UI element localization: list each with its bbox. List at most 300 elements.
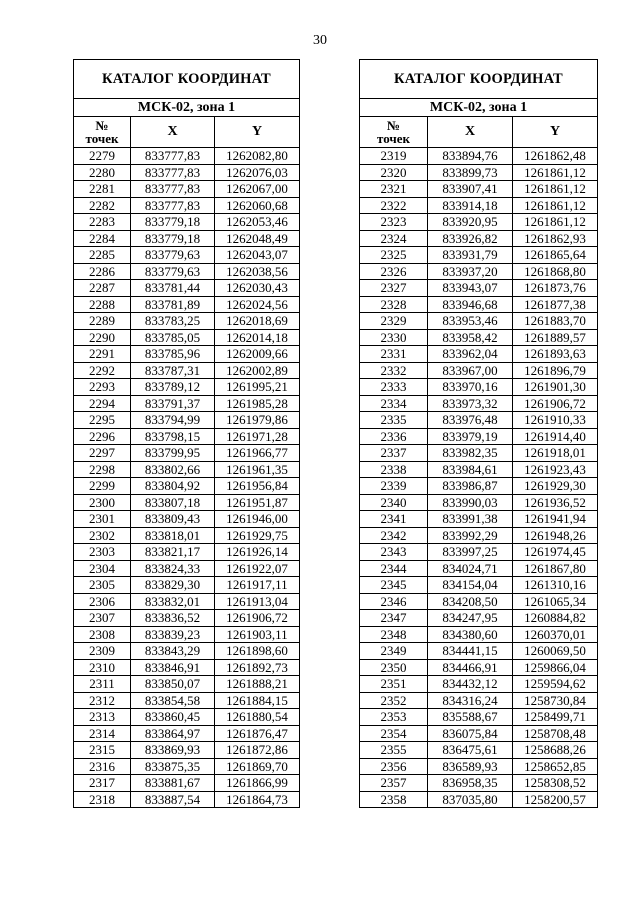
point-number-cell: 2338 (360, 461, 428, 478)
x-coordinate-cell: 833836,52 (131, 610, 215, 627)
y-coordinate-cell: 1262060,68 (215, 197, 300, 214)
x-coordinate-cell: 833794,99 (131, 412, 215, 429)
point-number-cell: 2326 (360, 263, 428, 280)
table-row (360, 494, 598, 511)
point-number-cell: 2341 (360, 511, 428, 528)
x-coordinate-cell: 833943,07 (428, 280, 513, 297)
x-coordinate-cell: 833777,83 (131, 148, 215, 165)
x-coordinate-cell: 833953,46 (428, 313, 513, 330)
y-coordinate-cell: 1258499,71 (513, 709, 598, 726)
x-coordinate-cell: 833779,18 (131, 230, 215, 247)
table-row (74, 445, 300, 462)
x-coordinate-cell: 833789,12 (131, 379, 215, 396)
x-coordinate-cell: 833992,29 (428, 527, 513, 544)
table-row (360, 362, 598, 379)
catalog-subtitle: МСК-02, зона 1 (74, 99, 300, 117)
table-row (74, 395, 300, 412)
table-row (360, 428, 598, 445)
point-number-cell: 2325 (360, 247, 428, 264)
y-coordinate-cell: 1261929,30 (513, 478, 598, 495)
x-coordinate-cell: 833997,25 (428, 544, 513, 561)
table-row (74, 197, 300, 214)
x-coordinate-cell: 833777,83 (131, 181, 215, 198)
y-coordinate-cell: 1261966,77 (215, 445, 300, 462)
y-coordinate-cell: 1261872,86 (215, 742, 300, 759)
point-number-cell: 2348 (360, 626, 428, 643)
y-coordinate-cell: 1261892,73 (215, 659, 300, 676)
table-row (360, 379, 598, 396)
point-number-cell: 2339 (360, 478, 428, 495)
y-coordinate-cell: 1262076,03 (215, 164, 300, 181)
table-row (360, 263, 598, 280)
y-coordinate-cell: 1261922,07 (215, 560, 300, 577)
table-row (360, 461, 598, 478)
point-number-cell: 2355 (360, 742, 428, 759)
y-coordinate-cell: 1261941,94 (513, 511, 598, 528)
x-coordinate-cell: 833887,54 (131, 791, 215, 808)
y-coordinate-cell: 1261862,48 (513, 148, 598, 165)
y-coordinate-cell: 1261946,00 (215, 511, 300, 528)
point-number-cell: 2294 (74, 395, 131, 412)
catalog-title: КАТАЛОГ КООРДИНАТ (360, 60, 598, 99)
table-row (360, 230, 598, 247)
y-coordinate-cell: 1262067,00 (215, 181, 300, 198)
y-coordinate-cell: 1261961,35 (215, 461, 300, 478)
y-coordinate-cell: 1261914,40 (513, 428, 598, 445)
y-coordinate-cell: 1262048,49 (215, 230, 300, 247)
point-number-cell: 2282 (74, 197, 131, 214)
point-number-cell: 2315 (74, 742, 131, 759)
y-coordinate-cell: 1261910,33 (513, 412, 598, 429)
x-coordinate-cell: 834441,15 (428, 643, 513, 660)
catalog-title: КАТАЛОГ КООРДИНАТ (74, 60, 300, 99)
point-number-cell: 2293 (74, 379, 131, 396)
y-coordinate-cell: 1259594,62 (513, 676, 598, 693)
table-row (360, 610, 598, 627)
y-coordinate-cell: 1262038,56 (215, 263, 300, 280)
x-coordinate-cell: 836075,84 (428, 725, 513, 742)
point-number-cell: 2318 (74, 791, 131, 808)
point-number-cell: 2330 (360, 329, 428, 346)
point-number-cell: 2335 (360, 412, 428, 429)
table-row (74, 494, 300, 511)
table-row (360, 445, 598, 462)
y-coordinate-cell: 1260370,01 (513, 626, 598, 643)
y-coordinate-cell: 1261865,64 (513, 247, 598, 264)
y-coordinate-cell: 1261901,30 (513, 379, 598, 396)
point-number-cell: 2354 (360, 725, 428, 742)
y-coordinate-cell: 1258652,85 (513, 758, 598, 775)
point-number-cell: 2281 (74, 181, 131, 198)
x-coordinate-cell: 833967,00 (428, 362, 513, 379)
x-coordinate-cell: 833881,67 (131, 775, 215, 792)
x-coordinate-cell: 833779,18 (131, 214, 215, 231)
point-number-cell: 2337 (360, 445, 428, 462)
x-coordinate-cell: 833798,15 (131, 428, 215, 445)
table-row (360, 709, 598, 726)
x-coordinate-cell: 834247,95 (428, 610, 513, 627)
y-coordinate-cell: 1261877,38 (513, 296, 598, 313)
y-coordinate-cell: 1261929,75 (215, 527, 300, 544)
x-coordinate-cell: 833973,32 (428, 395, 513, 412)
column-header-y: Y (215, 117, 300, 148)
x-coordinate-cell: 833860,45 (131, 709, 215, 726)
table-row (360, 197, 598, 214)
x-coordinate-cell: 833984,61 (428, 461, 513, 478)
column-header-x: X (428, 117, 513, 148)
column-header-point-number: № точек (360, 117, 428, 148)
table-row (360, 544, 598, 561)
point-number-cell: 2327 (360, 280, 428, 297)
x-coordinate-cell: 833802,66 (131, 461, 215, 478)
y-coordinate-cell: 1258688,26 (513, 742, 598, 759)
point-number-cell: 2336 (360, 428, 428, 445)
point-number-cell: 2306 (74, 593, 131, 610)
table-row (74, 247, 300, 264)
table-row (360, 676, 598, 693)
y-coordinate-cell: 1261065,34 (513, 593, 598, 610)
y-coordinate-cell: 1261310,16 (513, 577, 598, 594)
x-coordinate-cell: 833779,63 (131, 263, 215, 280)
y-coordinate-cell: 1261873,76 (513, 280, 598, 297)
point-number-cell: 2304 (74, 560, 131, 577)
column-header-x: X (131, 117, 215, 148)
x-coordinate-cell: 833829,30 (131, 577, 215, 594)
point-number-cell: 2322 (360, 197, 428, 214)
y-coordinate-cell: 1262030,43 (215, 280, 300, 297)
x-coordinate-cell: 833785,05 (131, 329, 215, 346)
point-number-cell: 2331 (360, 346, 428, 363)
x-coordinate-cell: 833937,20 (428, 263, 513, 280)
x-coordinate-cell: 833982,35 (428, 445, 513, 462)
table-row (360, 478, 598, 495)
x-coordinate-cell: 833958,42 (428, 329, 513, 346)
y-coordinate-cell: 1261869,70 (215, 758, 300, 775)
x-coordinate-cell: 833781,89 (131, 296, 215, 313)
y-coordinate-cell: 1261861,12 (513, 197, 598, 214)
point-number-cell: 2301 (74, 511, 131, 528)
y-coordinate-cell: 1262043,07 (215, 247, 300, 264)
y-coordinate-cell: 1261948,26 (513, 527, 598, 544)
x-coordinate-cell: 833783,25 (131, 313, 215, 330)
x-coordinate-cell: 833843,29 (131, 643, 215, 660)
y-coordinate-cell: 1258730,84 (513, 692, 598, 709)
point-number-cell: 2317 (74, 775, 131, 792)
catalog-subtitle: МСК-02, зона 1 (360, 99, 598, 117)
point-number-cell: 2300 (74, 494, 131, 511)
table-row (360, 742, 598, 759)
point-number-cell: 2358 (360, 791, 428, 808)
point-number-cell: 2332 (360, 362, 428, 379)
y-coordinate-cell: 1261956,84 (215, 478, 300, 495)
x-coordinate-cell: 833894,76 (428, 148, 513, 165)
y-coordinate-cell: 1261867,80 (513, 560, 598, 577)
y-coordinate-cell: 1261923,43 (513, 461, 598, 478)
x-coordinate-cell: 833990,03 (428, 494, 513, 511)
point-number-cell: 2323 (360, 214, 428, 231)
y-coordinate-cell: 1261876,47 (215, 725, 300, 742)
y-coordinate-cell: 1261951,87 (215, 494, 300, 511)
point-number-cell: 2307 (74, 610, 131, 627)
x-coordinate-cell: 833926,82 (428, 230, 513, 247)
table-row (360, 577, 598, 594)
y-coordinate-cell: 1261985,28 (215, 395, 300, 412)
table-row (360, 643, 598, 660)
table-row (360, 280, 598, 297)
table-row (360, 758, 598, 775)
point-number-cell: 2292 (74, 362, 131, 379)
coordinate-catalog-left (73, 59, 300, 808)
table-row (360, 692, 598, 709)
table-row (74, 164, 300, 181)
table-row (360, 527, 598, 544)
point-number-cell: 2280 (74, 164, 131, 181)
point-number-cell: 2299 (74, 478, 131, 495)
x-coordinate-cell: 833846,91 (131, 659, 215, 676)
point-number-cell: 2283 (74, 214, 131, 231)
table-row (360, 412, 598, 429)
point-number-cell: 2279 (74, 148, 131, 165)
x-coordinate-cell: 833781,44 (131, 280, 215, 297)
table-row (74, 791, 300, 808)
point-number-cell: 2351 (360, 676, 428, 693)
table-row (74, 626, 300, 643)
table-row (360, 560, 598, 577)
point-number-cell: 2334 (360, 395, 428, 412)
y-coordinate-cell: 1262024,56 (215, 296, 300, 313)
x-coordinate-cell: 834466,91 (428, 659, 513, 676)
point-number-cell: 2333 (360, 379, 428, 396)
x-coordinate-cell: 833787,31 (131, 362, 215, 379)
table-row (74, 148, 300, 165)
x-coordinate-cell: 836958,35 (428, 775, 513, 792)
y-coordinate-cell: 1261884,15 (215, 692, 300, 709)
y-coordinate-cell: 1258200,57 (513, 791, 598, 808)
x-coordinate-cell: 833779,63 (131, 247, 215, 264)
y-coordinate-cell: 1261864,73 (215, 791, 300, 808)
point-number-cell: 2314 (74, 725, 131, 742)
table-row (360, 725, 598, 742)
x-coordinate-cell: 833809,43 (131, 511, 215, 528)
point-number-cell: 2311 (74, 676, 131, 693)
table-row (74, 577, 300, 594)
x-coordinate-cell: 833979,19 (428, 428, 513, 445)
y-coordinate-cell: 1261995,21 (215, 379, 300, 396)
x-coordinate-cell: 836475,61 (428, 742, 513, 759)
x-coordinate-cell: 833962,04 (428, 346, 513, 363)
point-number-cell: 2298 (74, 461, 131, 478)
table-row (74, 214, 300, 231)
point-number-cell: 2312 (74, 692, 131, 709)
table-row (360, 395, 598, 412)
x-coordinate-cell: 834024,71 (428, 560, 513, 577)
point-number-cell: 2343 (360, 544, 428, 561)
y-coordinate-cell: 1261883,70 (513, 313, 598, 330)
y-coordinate-cell: 1261906,72 (513, 395, 598, 412)
x-coordinate-cell: 833818,01 (131, 527, 215, 544)
point-number-cell: 2321 (360, 181, 428, 198)
x-coordinate-cell: 833824,33 (131, 560, 215, 577)
y-coordinate-cell: 1261896,79 (513, 362, 598, 379)
point-number-cell: 2347 (360, 610, 428, 627)
point-number-cell: 2353 (360, 709, 428, 726)
y-coordinate-cell: 1261889,57 (513, 329, 598, 346)
x-coordinate-cell: 833920,95 (428, 214, 513, 231)
x-coordinate-cell: 833914,18 (428, 197, 513, 214)
table-row (360, 313, 598, 330)
table-row (74, 544, 300, 561)
table-row (74, 329, 300, 346)
table-row (360, 329, 598, 346)
table-row (74, 362, 300, 379)
y-coordinate-cell: 1260884,82 (513, 610, 598, 627)
table-row (74, 725, 300, 742)
point-number-cell: 2344 (360, 560, 428, 577)
table-row (74, 692, 300, 709)
point-number-cell: 2352 (360, 692, 428, 709)
table-row (74, 610, 300, 627)
point-number-cell: 2356 (360, 758, 428, 775)
coordinate-catalog-right (359, 59, 598, 808)
point-number-cell: 2328 (360, 296, 428, 313)
point-number-cell: 2349 (360, 643, 428, 660)
y-coordinate-cell: 1261918,01 (513, 445, 598, 462)
table-row (360, 659, 598, 676)
table-row (74, 313, 300, 330)
y-coordinate-cell: 1262018,69 (215, 313, 300, 330)
y-coordinate-cell: 1261926,14 (215, 544, 300, 561)
x-coordinate-cell: 833976,48 (428, 412, 513, 429)
point-number-cell: 2295 (74, 412, 131, 429)
table-row (74, 478, 300, 495)
table-row (360, 214, 598, 231)
y-coordinate-cell: 1262014,18 (215, 329, 300, 346)
y-coordinate-cell: 1258308,52 (513, 775, 598, 792)
x-coordinate-cell: 833832,01 (131, 593, 215, 610)
y-coordinate-cell: 1261936,52 (513, 494, 598, 511)
y-coordinate-cell: 1261974,45 (513, 544, 598, 561)
point-number-cell: 2357 (360, 775, 428, 792)
y-coordinate-cell: 1261888,21 (215, 676, 300, 693)
point-number-cell: 2284 (74, 230, 131, 247)
point-number-cell: 2350 (360, 659, 428, 676)
y-coordinate-cell: 1261917,11 (215, 577, 300, 594)
point-number-cell: 2310 (74, 659, 131, 676)
table-row (74, 643, 300, 660)
y-coordinate-cell: 1259866,04 (513, 659, 598, 676)
y-coordinate-cell: 1261861,12 (513, 164, 598, 181)
x-coordinate-cell: 834154,04 (428, 577, 513, 594)
point-number-cell: 2286 (74, 263, 131, 280)
table-row (360, 164, 598, 181)
y-coordinate-cell: 1261880,54 (215, 709, 300, 726)
point-number-cell: 2320 (360, 164, 428, 181)
x-coordinate-cell: 833991,38 (428, 511, 513, 528)
table-row (74, 527, 300, 544)
x-coordinate-cell: 834432,12 (428, 676, 513, 693)
x-coordinate-cell: 833946,68 (428, 296, 513, 313)
x-coordinate-cell: 833785,96 (131, 346, 215, 363)
x-coordinate-cell: 833777,83 (131, 197, 215, 214)
x-coordinate-cell: 833807,18 (131, 494, 215, 511)
point-number-cell: 2340 (360, 494, 428, 511)
point-number-cell: 2289 (74, 313, 131, 330)
point-number-cell: 2346 (360, 593, 428, 610)
table-row (74, 181, 300, 198)
y-coordinate-cell: 1261861,12 (513, 214, 598, 231)
table-row (360, 247, 598, 264)
x-coordinate-cell: 834380,60 (428, 626, 513, 643)
x-coordinate-cell: 833804,92 (131, 478, 215, 495)
table-row (360, 791, 598, 808)
y-coordinate-cell: 1262053,46 (215, 214, 300, 231)
point-number-cell: 2290 (74, 329, 131, 346)
table-row (360, 593, 598, 610)
table-row (74, 659, 300, 676)
x-coordinate-cell: 833821,17 (131, 544, 215, 561)
y-coordinate-cell: 1262009,66 (215, 346, 300, 363)
x-coordinate-cell: 833986,87 (428, 478, 513, 495)
table-row (74, 461, 300, 478)
table-row (74, 511, 300, 528)
y-coordinate-cell: 1261979,86 (215, 412, 300, 429)
point-number-cell: 2342 (360, 527, 428, 544)
point-number-cell: 2302 (74, 527, 131, 544)
point-number-cell: 2297 (74, 445, 131, 462)
x-coordinate-cell: 833777,83 (131, 164, 215, 181)
table-row (360, 775, 598, 792)
table-row (74, 230, 300, 247)
x-coordinate-cell: 833899,73 (428, 164, 513, 181)
y-coordinate-cell: 1261893,63 (513, 346, 598, 363)
table-row (360, 148, 598, 165)
table-row (74, 428, 300, 445)
x-coordinate-cell: 833931,79 (428, 247, 513, 264)
x-coordinate-cell: 833907,41 (428, 181, 513, 198)
point-number-cell: 2287 (74, 280, 131, 297)
point-number-cell: 2308 (74, 626, 131, 643)
x-coordinate-cell: 833854,58 (131, 692, 215, 709)
point-number-cell: 2296 (74, 428, 131, 445)
table-row (74, 560, 300, 577)
x-coordinate-cell: 833791,37 (131, 395, 215, 412)
point-number-cell: 2291 (74, 346, 131, 363)
point-number-cell: 2285 (74, 247, 131, 264)
x-coordinate-cell: 837035,80 (428, 791, 513, 808)
table-row (360, 296, 598, 313)
y-coordinate-cell: 1261862,93 (513, 230, 598, 247)
table-row (74, 742, 300, 759)
page-number: 30 (313, 33, 327, 48)
point-number-cell: 2316 (74, 758, 131, 775)
y-coordinate-cell: 1261868,80 (513, 263, 598, 280)
x-coordinate-cell: 833839,23 (131, 626, 215, 643)
table-row (360, 626, 598, 643)
x-coordinate-cell: 833875,35 (131, 758, 215, 775)
table-row (74, 263, 300, 280)
x-coordinate-cell: 833970,16 (428, 379, 513, 396)
x-coordinate-cell: 835588,67 (428, 709, 513, 726)
y-coordinate-cell: 1261898,60 (215, 643, 300, 660)
point-number-cell: 2303 (74, 544, 131, 561)
table-row (74, 346, 300, 363)
table-row (360, 511, 598, 528)
y-coordinate-cell: 1258708,48 (513, 725, 598, 742)
y-coordinate-cell: 1261971,28 (215, 428, 300, 445)
x-coordinate-cell: 833799,95 (131, 445, 215, 462)
y-coordinate-cell: 1261866,99 (215, 775, 300, 792)
y-coordinate-cell: 1261913,04 (215, 593, 300, 610)
